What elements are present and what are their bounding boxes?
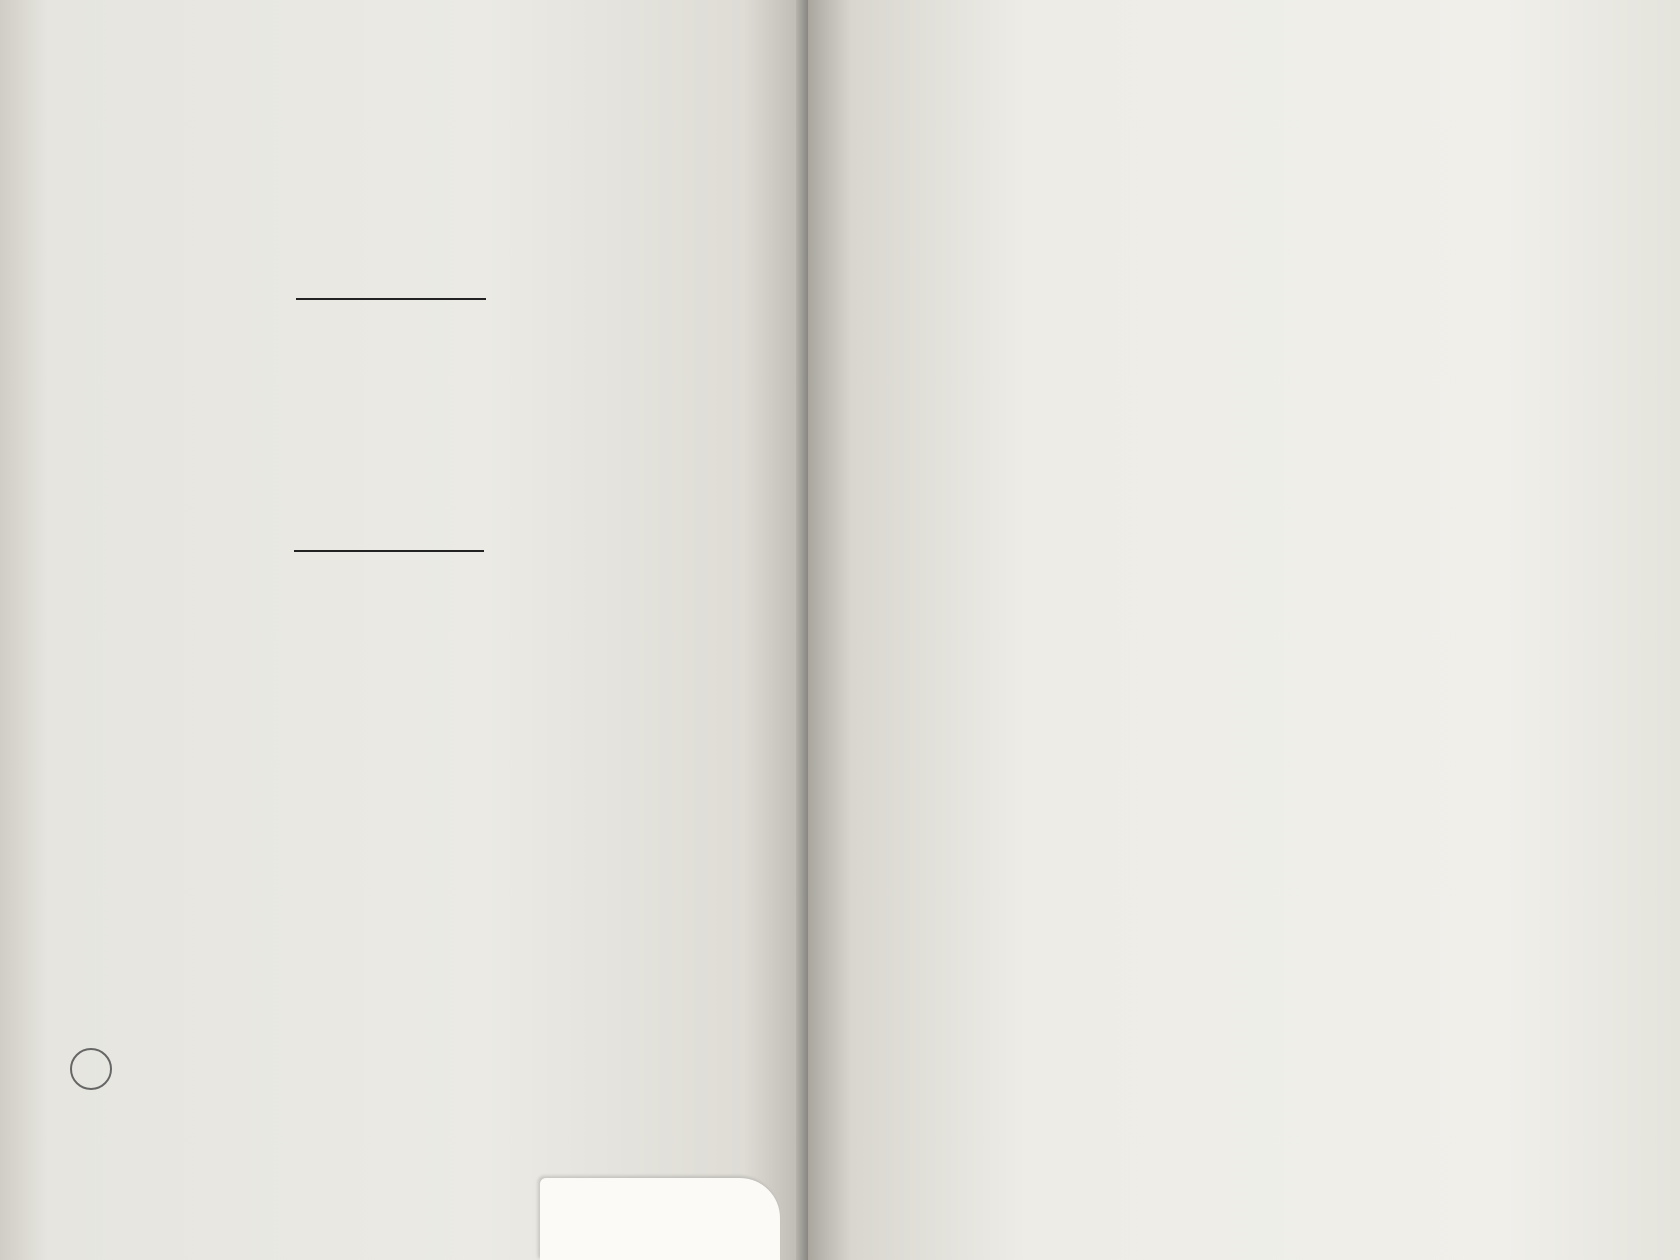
vertical-rule: [294, 550, 484, 552]
circled-mark: [70, 1048, 112, 1090]
torn-corner: [540, 1178, 780, 1260]
right-page: [808, 0, 1680, 1260]
example-3-vertical: [296, 296, 486, 302]
left-page: [0, 0, 808, 1260]
example-4-vertical: [294, 548, 484, 554]
vertical-rule: [296, 298, 486, 300]
